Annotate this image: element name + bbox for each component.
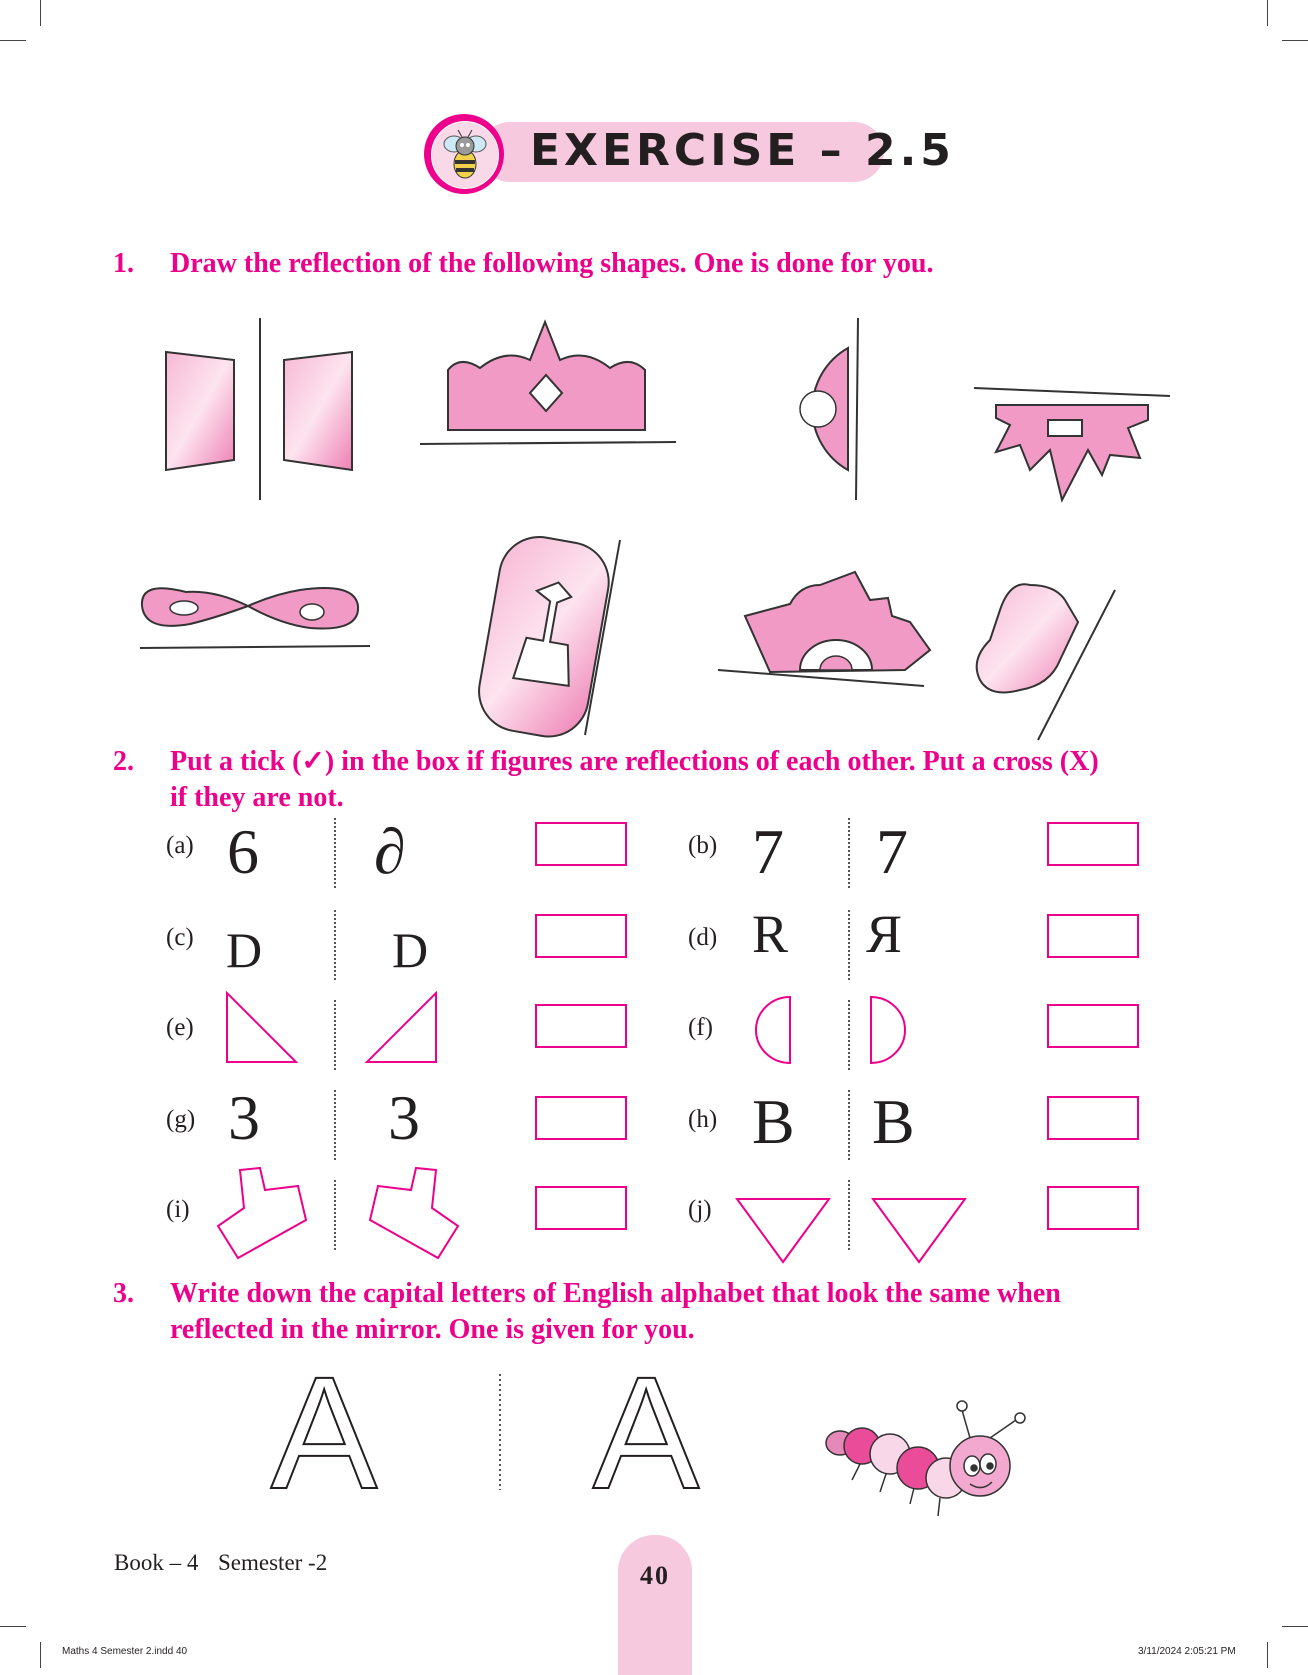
item-h-right-figure: B xyxy=(872,1086,915,1157)
blob-shape xyxy=(977,584,1115,740)
mirror-line xyxy=(848,1180,850,1250)
item-d-label: (d) xyxy=(688,924,718,951)
slug-date: 3/11/2024 2:05:21 PM xyxy=(1138,1646,1236,1657)
bee-icon xyxy=(431,121,499,189)
mirror-line xyxy=(334,1180,336,1250)
crop-mark xyxy=(0,40,26,41)
mirror-line xyxy=(848,910,850,980)
exercise-title: EXERCISE – 2.5 xyxy=(530,125,955,176)
hanging-crown-shape xyxy=(974,388,1170,500)
item-c-left-figure: D xyxy=(226,922,263,978)
l-block-icon xyxy=(210,1164,310,1264)
crop-mark xyxy=(1282,40,1308,41)
mirror-line xyxy=(848,1000,850,1070)
mirrored-right-triangle-icon xyxy=(364,990,440,1066)
question-3-number: 3. xyxy=(113,1278,134,1309)
exercise-header-badge xyxy=(424,114,504,194)
question-3-line1: Write down the capital letters of English alphabet that look the same when xyxy=(170,1278,1061,1309)
half-circle-shape xyxy=(800,318,858,500)
crop-mark xyxy=(40,0,41,26)
item-g-label: (g) xyxy=(166,1106,196,1133)
item-g-left-figure: 3 xyxy=(228,1082,260,1153)
trapezoid-pair-shape xyxy=(166,318,352,500)
item-d-right-figure: Я xyxy=(866,904,903,964)
reflection-shapes-figure xyxy=(0,300,1308,750)
question-1-text: Draw the reflection of the following shapes. One is done for you. xyxy=(170,248,934,279)
down-triangle-icon xyxy=(734,1196,832,1266)
example-left-letter: A xyxy=(270,1370,378,1500)
item-d-left-figure: R xyxy=(752,904,789,964)
question-2-line2: if they are not. xyxy=(170,782,344,813)
example-right-letter: A xyxy=(592,1370,700,1500)
mirrored-l-block-icon xyxy=(366,1164,466,1264)
question-2-number: 2. xyxy=(113,746,134,777)
item-a-label: (a) xyxy=(166,832,194,859)
item-a-right-figure: ∂ xyxy=(374,816,406,887)
item-h-left-figure: B xyxy=(752,1086,795,1157)
fan-shape xyxy=(718,572,930,686)
rounded-plaque-shape xyxy=(473,531,615,743)
crop-mark xyxy=(0,1626,26,1627)
crop-mark xyxy=(1267,0,1268,26)
right-triangle-icon xyxy=(224,990,300,1066)
item-b-right-figure: 7 xyxy=(876,816,908,887)
item-e-answer-box[interactable] xyxy=(535,1004,627,1048)
crop-mark xyxy=(1282,1626,1308,1627)
item-g-answer-box[interactable] xyxy=(535,1096,627,1140)
item-a-answer-box[interactable] xyxy=(535,822,627,866)
footer-semester: Semester -2 xyxy=(218,1550,328,1575)
caterpillar-illustration xyxy=(820,1388,1040,1528)
item-f-answer-box[interactable] xyxy=(1047,1004,1139,1048)
slug-file-name: Maths 4 Semester 2.indd 40 xyxy=(62,1646,188,1657)
mirror-line xyxy=(334,818,336,888)
infinity-shape xyxy=(140,588,370,648)
mirror-line xyxy=(334,1000,336,1070)
item-j-answer-box[interactable] xyxy=(1047,1186,1139,1230)
item-i-answer-box[interactable] xyxy=(535,1186,627,1230)
mirror-letter-example xyxy=(260,1370,720,1500)
half-circle-right-icon xyxy=(868,994,912,1066)
down-triangle-icon xyxy=(870,1196,968,1266)
item-f-label: (f) xyxy=(688,1014,713,1041)
crop-mark xyxy=(40,1642,41,1668)
item-c-right-figure: D xyxy=(392,922,429,978)
item-c-label: (c) xyxy=(166,924,194,951)
question-1-number: 1. xyxy=(113,248,134,279)
item-b-answer-box[interactable] xyxy=(1047,822,1139,866)
page-number-tab xyxy=(618,1535,692,1675)
item-j-label: (j) xyxy=(688,1196,712,1223)
crown-shape xyxy=(420,322,676,444)
mirror-line xyxy=(848,1090,850,1160)
item-e-label: (e) xyxy=(166,1014,194,1041)
half-circle-left-icon xyxy=(750,994,794,1066)
item-i-label: (i) xyxy=(166,1196,190,1223)
question-3-line2: reflected in the mirror. One is given for you. xyxy=(170,1314,695,1345)
item-h-label: (h) xyxy=(688,1106,718,1133)
page-number: 40 xyxy=(640,1561,670,1590)
crop-mark xyxy=(1267,1642,1268,1668)
mirror-line xyxy=(334,1090,336,1160)
item-b-left-figure: 7 xyxy=(752,816,784,887)
question-2-line1: Put a tick (✓) in the box if figures are reflections of each other. Put a cross (X) xyxy=(170,746,1099,777)
item-d-answer-box[interactable] xyxy=(1047,914,1139,958)
footer-book: Book – 4 xyxy=(114,1550,199,1575)
mirror-line xyxy=(848,818,850,888)
item-h-answer-box[interactable] xyxy=(1047,1096,1139,1140)
mirror-line xyxy=(334,910,336,980)
item-g-right-figure: 3 xyxy=(388,1082,420,1153)
item-a-left-figure: 6 xyxy=(227,816,259,887)
item-b-label: (b) xyxy=(688,832,718,859)
item-c-answer-box[interactable] xyxy=(535,914,627,958)
